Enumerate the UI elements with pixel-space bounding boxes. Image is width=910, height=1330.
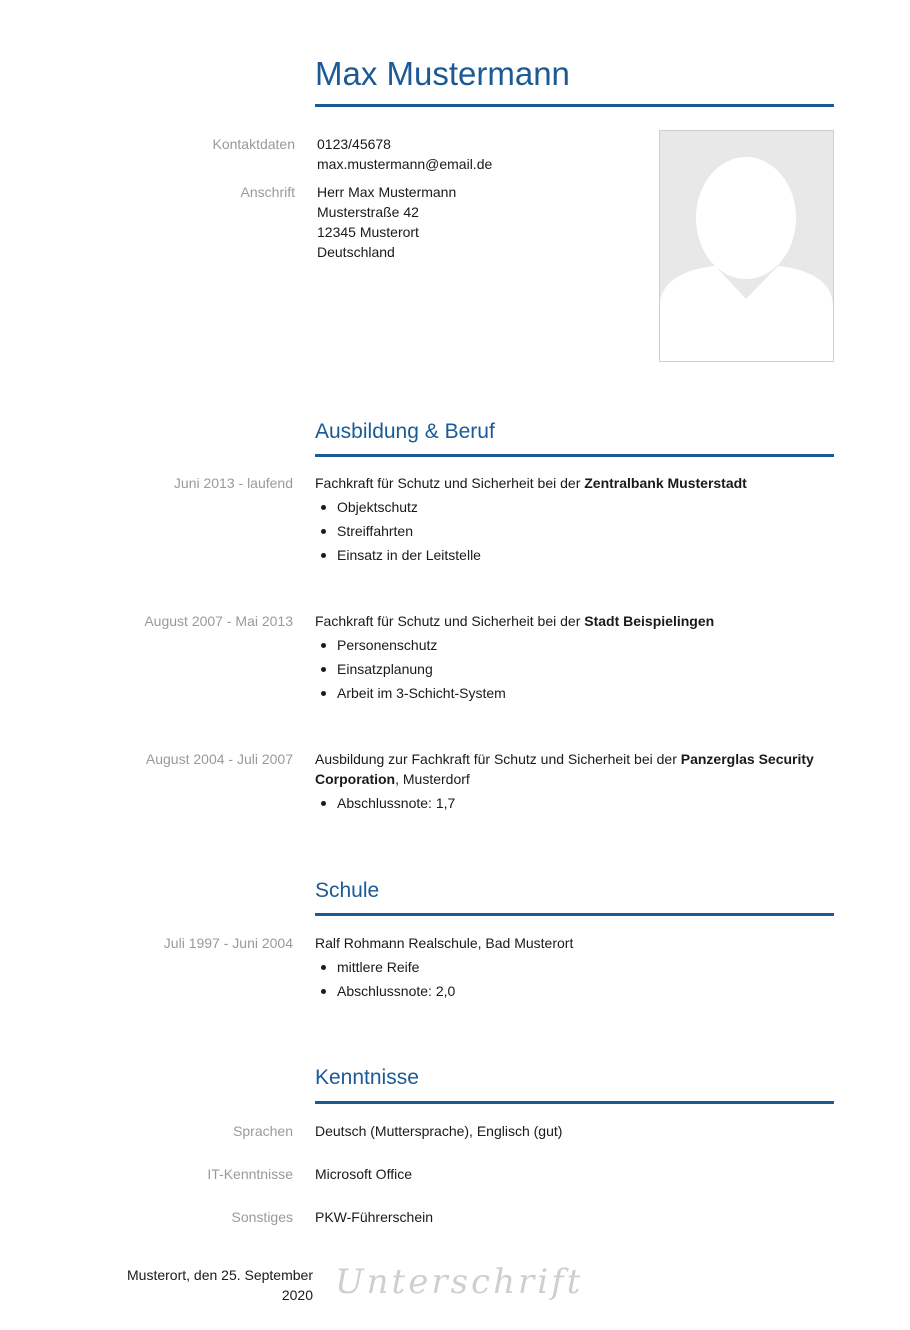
section-divider: [315, 454, 834, 457]
entry-bullet-list: [315, 791, 455, 815]
contact-phone: 0123/45678: [317, 136, 391, 152]
list-item: mittlere Reife: [315, 955, 455, 979]
skill-value: PKW-Führerschein: [315, 1209, 434, 1225]
entry-bullet-list: [315, 633, 506, 705]
list-item: Personenschutz: [315, 633, 506, 657]
skill-value: Deutsch (Muttersprache), Englisch (gut): [315, 1123, 563, 1139]
title-divider: [315, 104, 834, 107]
entry-description: Fachkraft für Schutz und Sicherheit bei der Zentralbank Musterstadt: [315, 475, 747, 491]
entry-description: Ralf Rohmann Realschule, Bad Musterort: [315, 935, 574, 951]
contact-email: max.mustermann@email.de: [317, 156, 493, 172]
address-label: Anschrift: [240, 184, 295, 200]
address-line: 12345 Musterort: [317, 224, 419, 240]
signature: Unterschrift: [335, 1262, 584, 1302]
entry-description: Fachkraft für Schutz und Sicherheit bei der Stadt Beispielingen: [315, 613, 715, 629]
place-date-year: 2020: [281, 1287, 313, 1303]
section-title-school: Schule: [315, 879, 380, 902]
entry-bullet-list: [315, 955, 455, 1003]
skill-label: IT-Kenntnisse: [207, 1166, 293, 1182]
page-title: Max Mustermann: [315, 55, 570, 92]
address-line: Deutschland: [317, 244, 395, 260]
list-item: Abschlussnote: 2,0: [315, 979, 455, 1003]
entry-date: August 2007 - Mai 2013: [144, 613, 293, 629]
place-date: Musterort, den 25. September: [127, 1267, 313, 1283]
section-divider: [315, 913, 834, 916]
entry-date: Juni 2013 - laufend: [173, 475, 293, 491]
address-line: Herr Max Mustermann: [317, 184, 457, 200]
person-silhouette-icon: [660, 131, 833, 361]
list-item: Abschlussnote: 1,7: [315, 791, 455, 815]
list-item: Arbeit im 3-Schicht-System: [315, 681, 506, 705]
skill-value: Microsoft Office: [315, 1166, 412, 1182]
entry-date: Juli 1997 - Juni 2004: [163, 935, 293, 951]
address-line: Musterstraße 42: [317, 204, 419, 220]
skill-label: Sonstiges: [231, 1209, 293, 1225]
profile-photo: [659, 130, 834, 362]
section-title-skills: Kenntnisse: [315, 1066, 419, 1089]
list-item: Streiffahrten: [315, 519, 481, 543]
contact-label: Kontaktdaten: [212, 136, 295, 152]
section-title-experience: Ausbildung & Beruf: [315, 420, 495, 443]
list-item: Objektschutz: [315, 495, 481, 519]
skill-label: Sprachen: [233, 1123, 293, 1139]
list-item: Einsatzplanung: [315, 657, 506, 681]
entry-description: Ausbildung zur Fachkraft für Schutz und Sicherheit bei der Panzerglas Security Corporation, Musterdorf: [315, 751, 814, 787]
list-item: Einsatz in der Leitstelle: [315, 543, 481, 567]
entry-date: August 2004 - Juli 2007: [145, 751, 293, 767]
section-divider: [315, 1101, 834, 1104]
entry-bullet-list: [315, 495, 481, 567]
